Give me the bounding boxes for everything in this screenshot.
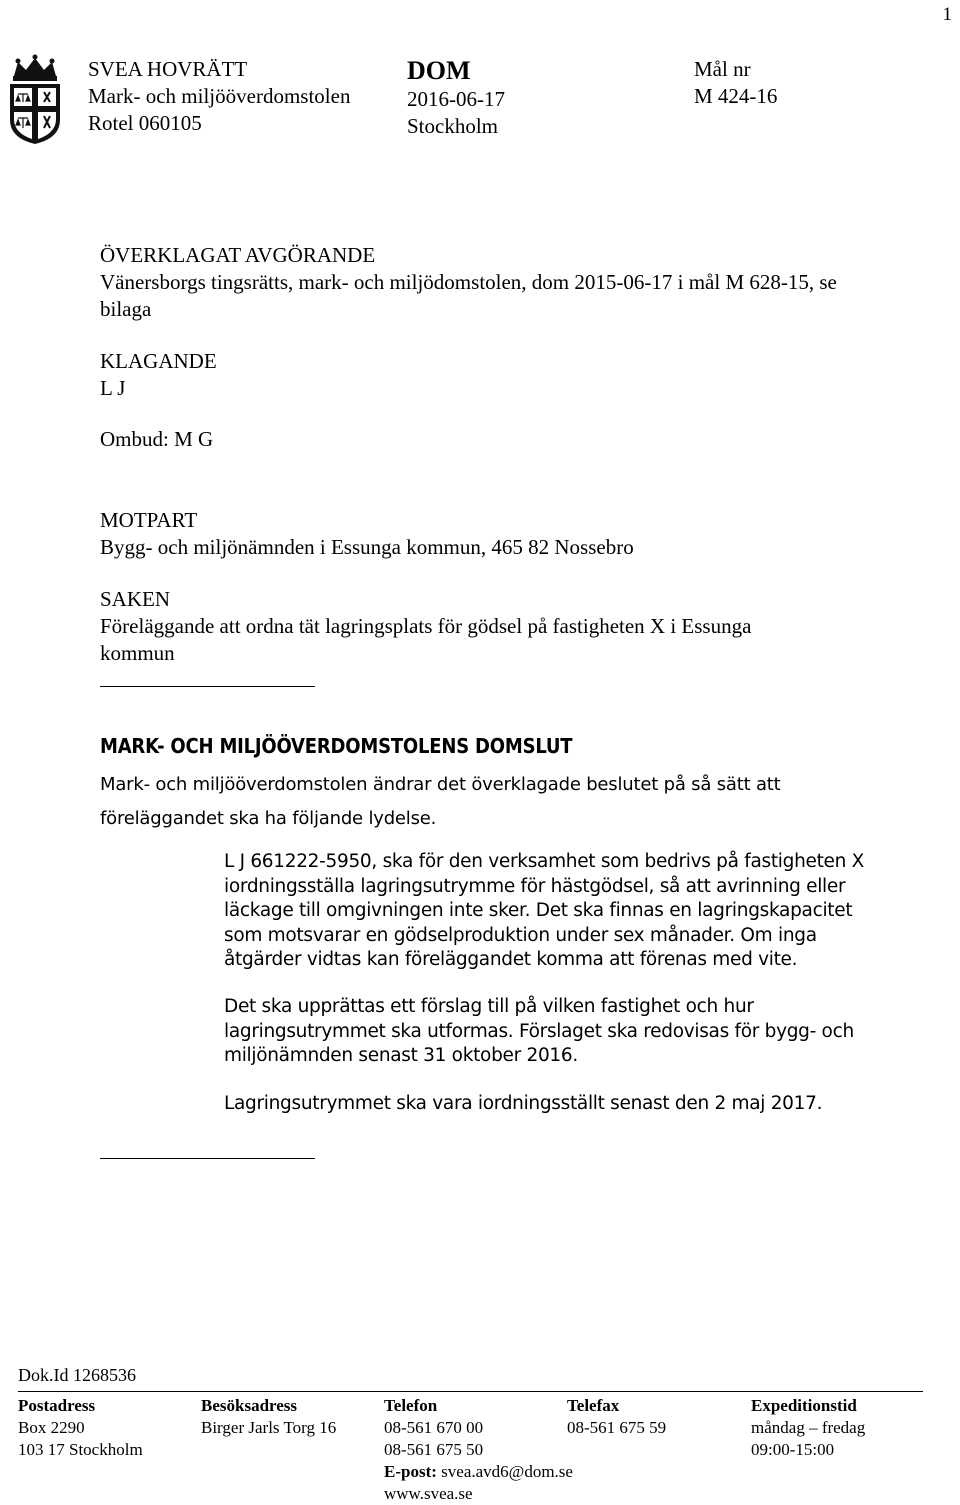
respondent-section — [100, 507, 890, 561]
ruling-paragraph: Det ska upprättas ett förslag till på vilken fastighet och hur lagringsutrymmet ska utformas. Förslaget ska redovisas för bygg- och miljönämnden senast 31 oktober 2016. — [224, 996, 854, 1066]
end-divider — [100, 1158, 315, 1159]
court-crest-icon — [4, 54, 66, 146]
website-link[interactable]: www.svea.se — [384, 1484, 473, 1503]
page-number: 1 — [942, 4, 952, 25]
footer-value: måndag – fredag — [751, 1418, 866, 1437]
footer-value: Box 2290 — [18, 1418, 85, 1437]
footer-value: 09:00-15:00 — [751, 1440, 835, 1459]
email-label: E-post: — [384, 1462, 437, 1481]
case-number: M 424-16 — [694, 84, 778, 108]
appellant-counsel: Ombud: M G — [100, 427, 214, 451]
footer-value: 08-561 670 00 — [384, 1418, 484, 1437]
matter-title: SAKEN — [100, 587, 171, 611]
footer-heading: Expeditionstid — [751, 1396, 857, 1415]
footer-fax — [567, 1395, 666, 1439]
footer-phone — [384, 1395, 573, 1505]
verdict-title: MARK- OCH MILJÖÖVERDOMSTOLENS DOMSLUT — [100, 734, 573, 758]
document-type: DOM — [407, 56, 471, 85]
respondent-title: MOTPART — [100, 508, 198, 532]
section-divider — [100, 686, 315, 687]
footer-value: 08-561 675 50 — [384, 1440, 484, 1459]
matter-section — [100, 586, 820, 667]
footer-divider — [18, 1391, 923, 1392]
respondent-name: Bygg- och miljönämnden i Essunga kommun, 465 82 Nossebro — [100, 535, 634, 559]
court-name: SVEA HOVRÄTT — [88, 57, 248, 81]
email-link[interactable]: svea.avd6@dom.se — [441, 1462, 573, 1481]
appellant-title: KLAGANDE — [100, 349, 217, 373]
appellant-name: L J — [100, 376, 126, 400]
court-division: Mark- och miljööverdomstolen — [88, 84, 351, 108]
appealed-decision-title: ÖVERKLAGAT AVGÖRANDE — [100, 243, 376, 267]
footer-heading: Telefax — [567, 1396, 620, 1415]
document-date: 2016-06-17 — [407, 87, 505, 111]
court-block — [88, 56, 350, 137]
footer-hours — [751, 1395, 865, 1461]
footer-email — [384, 1461, 573, 1483]
case-label: Mål nr — [694, 57, 751, 81]
court-unit: Rotel 060105 — [88, 111, 202, 135]
ruling-paragraph: Lagringsutrymmet ska vara iordningsställt senast den 2 maj 2017. — [224, 1093, 823, 1114]
footer-value: Birger Jarls Torg 16 — [201, 1418, 337, 1437]
document-info — [407, 56, 505, 140]
footer-value: 103 17 Stockholm — [18, 1440, 143, 1459]
footer-heading: Telefon — [384, 1396, 438, 1415]
appealed-decision-section — [100, 242, 890, 323]
ruling-paragraph: L J 661222-5950, ska för den verksamhet som bedrivs på fastigheten X iordningsställa lagringsutrymme för hästgödsel, så att avrinning eller läckage till omgivningen inte sker. Det ska finnas en lagringskapacitet som motsvarar en gödselproduktion under sex månader. Om inga åtgärder vidtas kan föreläggandet komma att förenas med vite. — [224, 851, 864, 970]
document-place: Stockholm — [407, 114, 499, 138]
footer-visiting-address — [201, 1395, 336, 1439]
document-id: Dok.Id 1268536 — [18, 1365, 136, 1385]
footer-heading: Postadress — [18, 1396, 96, 1415]
verdict-intro: Mark- och miljööverdomstolen ändrar det överklagade beslutet på så sätt att föreläggandet ska ha följande lydelse. — [100, 774, 781, 829]
matter-text: Föreläggande att ordna tät lagringsplats för gödsel på fastigheten X i Essunga kommun — [100, 614, 752, 665]
appealed-decision-text: Vänersborgs tingsrätts, mark- och miljödomstolen, dom 2015-06-17 i mål M 628-15, se bilaga — [100, 270, 837, 321]
footer-postal-address — [18, 1395, 143, 1461]
footer-value: 08-561 675 59 — [567, 1418, 667, 1437]
appellant-section — [100, 348, 890, 453]
case-info — [694, 56, 777, 110]
footer-heading: Besöksadress — [201, 1396, 298, 1415]
